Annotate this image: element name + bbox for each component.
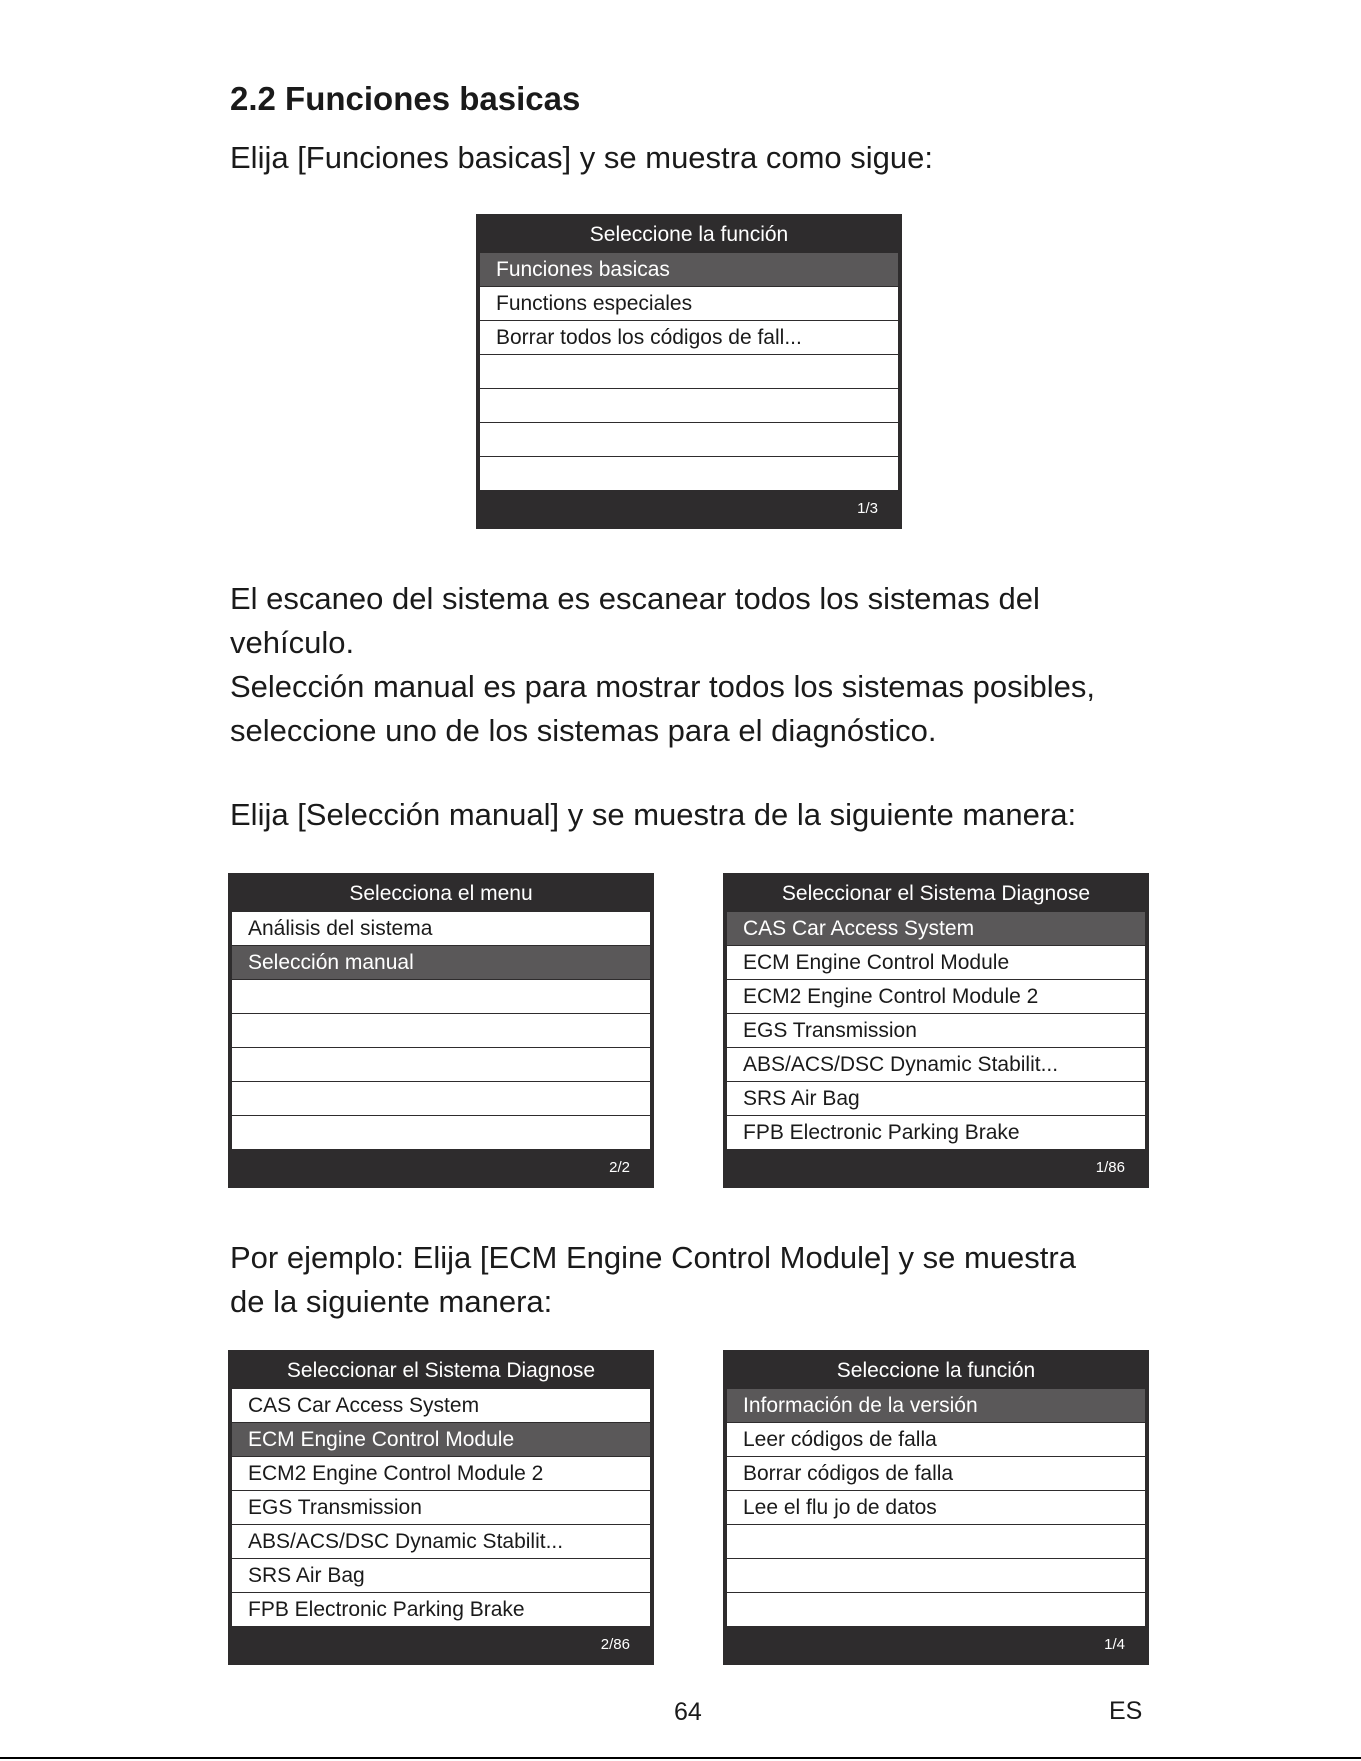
- page-number: 64: [674, 1698, 702, 1726]
- menu-item-selected[interactable]: Información de la versión: [727, 1389, 1145, 1423]
- menu-item-selected[interactable]: CAS Car Access System: [727, 912, 1145, 946]
- section-heading: 2.2 Funciones basicas: [230, 80, 581, 117]
- menu-item[interactable]: [232, 1116, 650, 1150]
- intro-text: Elija [Funciones basicas] y se muestra como sigue:: [230, 140, 933, 175]
- menu-item-selected[interactable]: Selección manual: [232, 946, 650, 980]
- screen-title: Seleccione la función: [836, 1359, 1036, 1382]
- device-screen-system-list-1: [723, 873, 1149, 1188]
- page-indicator: 1/86: [1095, 1159, 1125, 1176]
- menu-item[interactable]: [480, 457, 898, 491]
- menu-item[interactable]: FPB Electronic Parking Brake: [727, 1116, 1145, 1150]
- menu-item[interactable]: Borrar códigos de falla: [727, 1457, 1145, 1491]
- menu-item[interactable]: SRS Air Bag: [232, 1559, 650, 1593]
- menu-item[interactable]: ABS/ACS/DSC Dynamic Stabilit...: [232, 1525, 650, 1559]
- screen-title: Seleccionar el Sistema Diagnose: [286, 1359, 596, 1382]
- menu-item[interactable]: Lee el flu jo de datos: [727, 1491, 1145, 1525]
- menu-item[interactable]: ECM2 Engine Control Module 2: [232, 1457, 650, 1491]
- paragraph-manual-select: Elija [Selección manual] y se muestra de la siguiente manera:: [230, 797, 1077, 832]
- language-code: ES: [1109, 1697, 1143, 1725]
- screen-title: Seleccione la función: [589, 223, 789, 246]
- menu-item-selected[interactable]: Funciones basicas: [480, 253, 898, 287]
- menu-item[interactable]: [727, 1525, 1145, 1559]
- menu-item[interactable]: EGS Transmission: [232, 1491, 650, 1525]
- menu-item[interactable]: ECM Engine Control Module: [727, 946, 1145, 980]
- menu-item[interactable]: Análisis del sistema: [232, 912, 650, 946]
- menu-item-selected[interactable]: ECM Engine Control Module: [232, 1423, 650, 1457]
- menu-item[interactable]: [480, 423, 898, 457]
- menu-item[interactable]: ABS/ACS/DSC Dynamic Stabilit...: [727, 1048, 1145, 1082]
- menu-item[interactable]: [480, 389, 898, 423]
- menu-item[interactable]: EGS Transmission: [727, 1014, 1145, 1048]
- page-indicator: 1/3: [857, 500, 878, 517]
- menu-item[interactable]: [727, 1559, 1145, 1593]
- paragraph-example: [230, 1236, 1076, 1324]
- menu-item[interactable]: [232, 1014, 650, 1048]
- page-indicator: 2/2: [609, 1159, 630, 1176]
- page-indicator: 2/86: [600, 1636, 630, 1653]
- menu-item[interactable]: [232, 1048, 650, 1082]
- menu-item[interactable]: FPB Electronic Parking Brake: [232, 1593, 650, 1627]
- menu-item[interactable]: [232, 980, 650, 1014]
- device-screen-menu: [228, 873, 654, 1188]
- paragraph-line: El escaneo del sistema es escanear todos los sistemas del: [230, 581, 1040, 616]
- screen-title: Seleccionar el Sistema Diagnose: [781, 882, 1091, 905]
- menu-item[interactable]: Borrar todos los códigos de fall...: [480, 321, 898, 355]
- menu-item[interactable]: ECM2 Engine Control Module 2: [727, 980, 1145, 1014]
- device-screen-function-select: [476, 214, 902, 529]
- paragraph-line: Selección manual es para mostrar todos los sistemas posibles,: [230, 669, 1095, 704]
- menu-item[interactable]: Leer códigos de falla: [727, 1423, 1145, 1457]
- menu-item[interactable]: Functions especiales: [480, 287, 898, 321]
- paragraph-system-scan: [230, 577, 1095, 753]
- page-indicator: 1/4: [1104, 1636, 1125, 1653]
- menu-item[interactable]: [480, 355, 898, 389]
- menu-item[interactable]: SRS Air Bag: [727, 1082, 1145, 1116]
- paragraph-line: Por ejemplo: Elija [ECM Engine Control Module] y se muestra: [230, 1240, 1076, 1275]
- device-screen-function-list: [723, 1350, 1149, 1665]
- device-screen-system-list-2: [228, 1350, 654, 1665]
- paragraph-line: vehículo.: [230, 625, 355, 660]
- screen-title: Selecciona el menu: [349, 882, 533, 905]
- menu-item[interactable]: [727, 1593, 1145, 1627]
- paragraph-line: seleccione uno de los sistemas para el diagnóstico.: [230, 713, 937, 748]
- page-bottom-rule: [0, 1757, 1361, 1759]
- menu-item[interactable]: [232, 1082, 650, 1116]
- paragraph-line: de la siguiente manera:: [230, 1284, 553, 1319]
- menu-item[interactable]: CAS Car Access System: [232, 1389, 650, 1423]
